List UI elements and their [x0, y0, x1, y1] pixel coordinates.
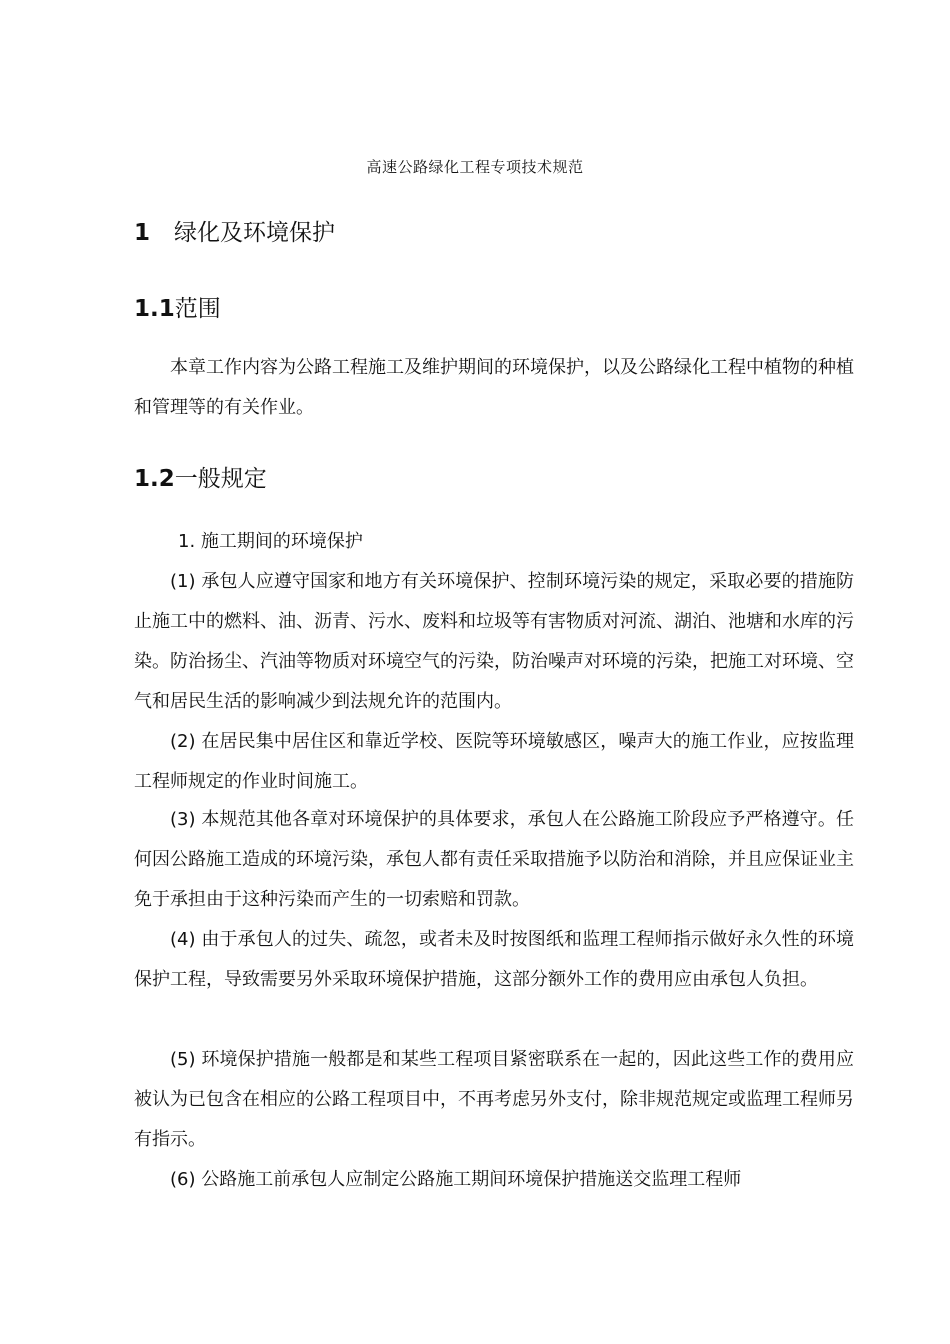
item-text: 环境保护措施一般都是和某些工程项目紧密联系在一起的，因此这些工作的费用应被认为已包含在相应的公路工程项目中，不再考虑另外支付，除非规范规定或监理工程师另有指示。 [134, 1049, 854, 1150]
item-text: 承包人应遵守国家和地方有关环境保护、控制环境污染的规定，采取必要的措施防止施工中的燃料、油、沥青、污水、废料和垃圾等有害物质对河流、湖泊、池塘和水库的污染。防治扬尘、汽油等物质对环境空气的污染，防治噪声对环境的污染，把施工对环境、空气和居民生活的影响减少到法规允许的范围内。 [134, 571, 854, 712]
item-tag: (2) [170, 731, 196, 752]
item-tag: (3) [170, 809, 196, 830]
list-item [134, 562, 854, 722]
item-text: 在居民集中居住区和靠近学校、医院等环境敏感区，噪声大的施工作业，应按监理工程师规定的作业时间施工。 [134, 731, 854, 792]
list-item [134, 800, 854, 920]
item-text: 公路施工前承包人应制定公路施工期间环境保护措施送交监理工程师 [201, 1169, 742, 1190]
chapter-heading [134, 214, 335, 247]
running-header: 高速公路绿化工程专项技术规范 [366, 158, 584, 176]
item-tag: (6) [170, 1169, 196, 1190]
list-item [134, 1160, 854, 1200]
list-item [134, 920, 854, 1000]
item-tag: (5) [170, 1049, 196, 1070]
scope-paragraph: 本章工作内容为公路工程施工及维护期间的环境保护，以及公路绿化工程中植物的种植和管理等的有关作业。 [134, 357, 854, 418]
item-text: 由于承包人的过失、疏忽，或者未及时按图纸和监理工程师指示做好永久性的环境保护工程，导致需要另外采取环境保护措施，这部分额外工作的费用应由承包人负担。 [134, 929, 854, 990]
list-item [134, 1040, 854, 1160]
subsection-heading [178, 524, 363, 560]
chapter-number: 1 [134, 220, 151, 246]
list-item [134, 722, 854, 802]
section-number: 1.1 [134, 296, 175, 322]
section-heading-scope [134, 290, 221, 323]
subsection-title: 施工期间的环境保护 [200, 531, 363, 552]
subsection-number: 1. [178, 531, 196, 552]
chapter-title: 绿化及环境保护 [174, 220, 335, 246]
item-tag: (1) [170, 571, 196, 592]
section-title: 一般规定 [174, 466, 267, 492]
section-number: 1.2 [134, 466, 175, 492]
item-text: 本规范其他各章对环境保护的具体要求，承包人在公路施工阶段应予严格遵守。任何因公路施工造成的环境污染，承包人都有责任采取措施予以防治和消除，并且应保证业主免于承担由于这种污染而产生的一切索赔和罚款。 [134, 809, 854, 910]
section-heading-general [134, 460, 267, 493]
section-title: 范围 [174, 296, 221, 322]
item-tag: (4) [170, 929, 196, 950]
